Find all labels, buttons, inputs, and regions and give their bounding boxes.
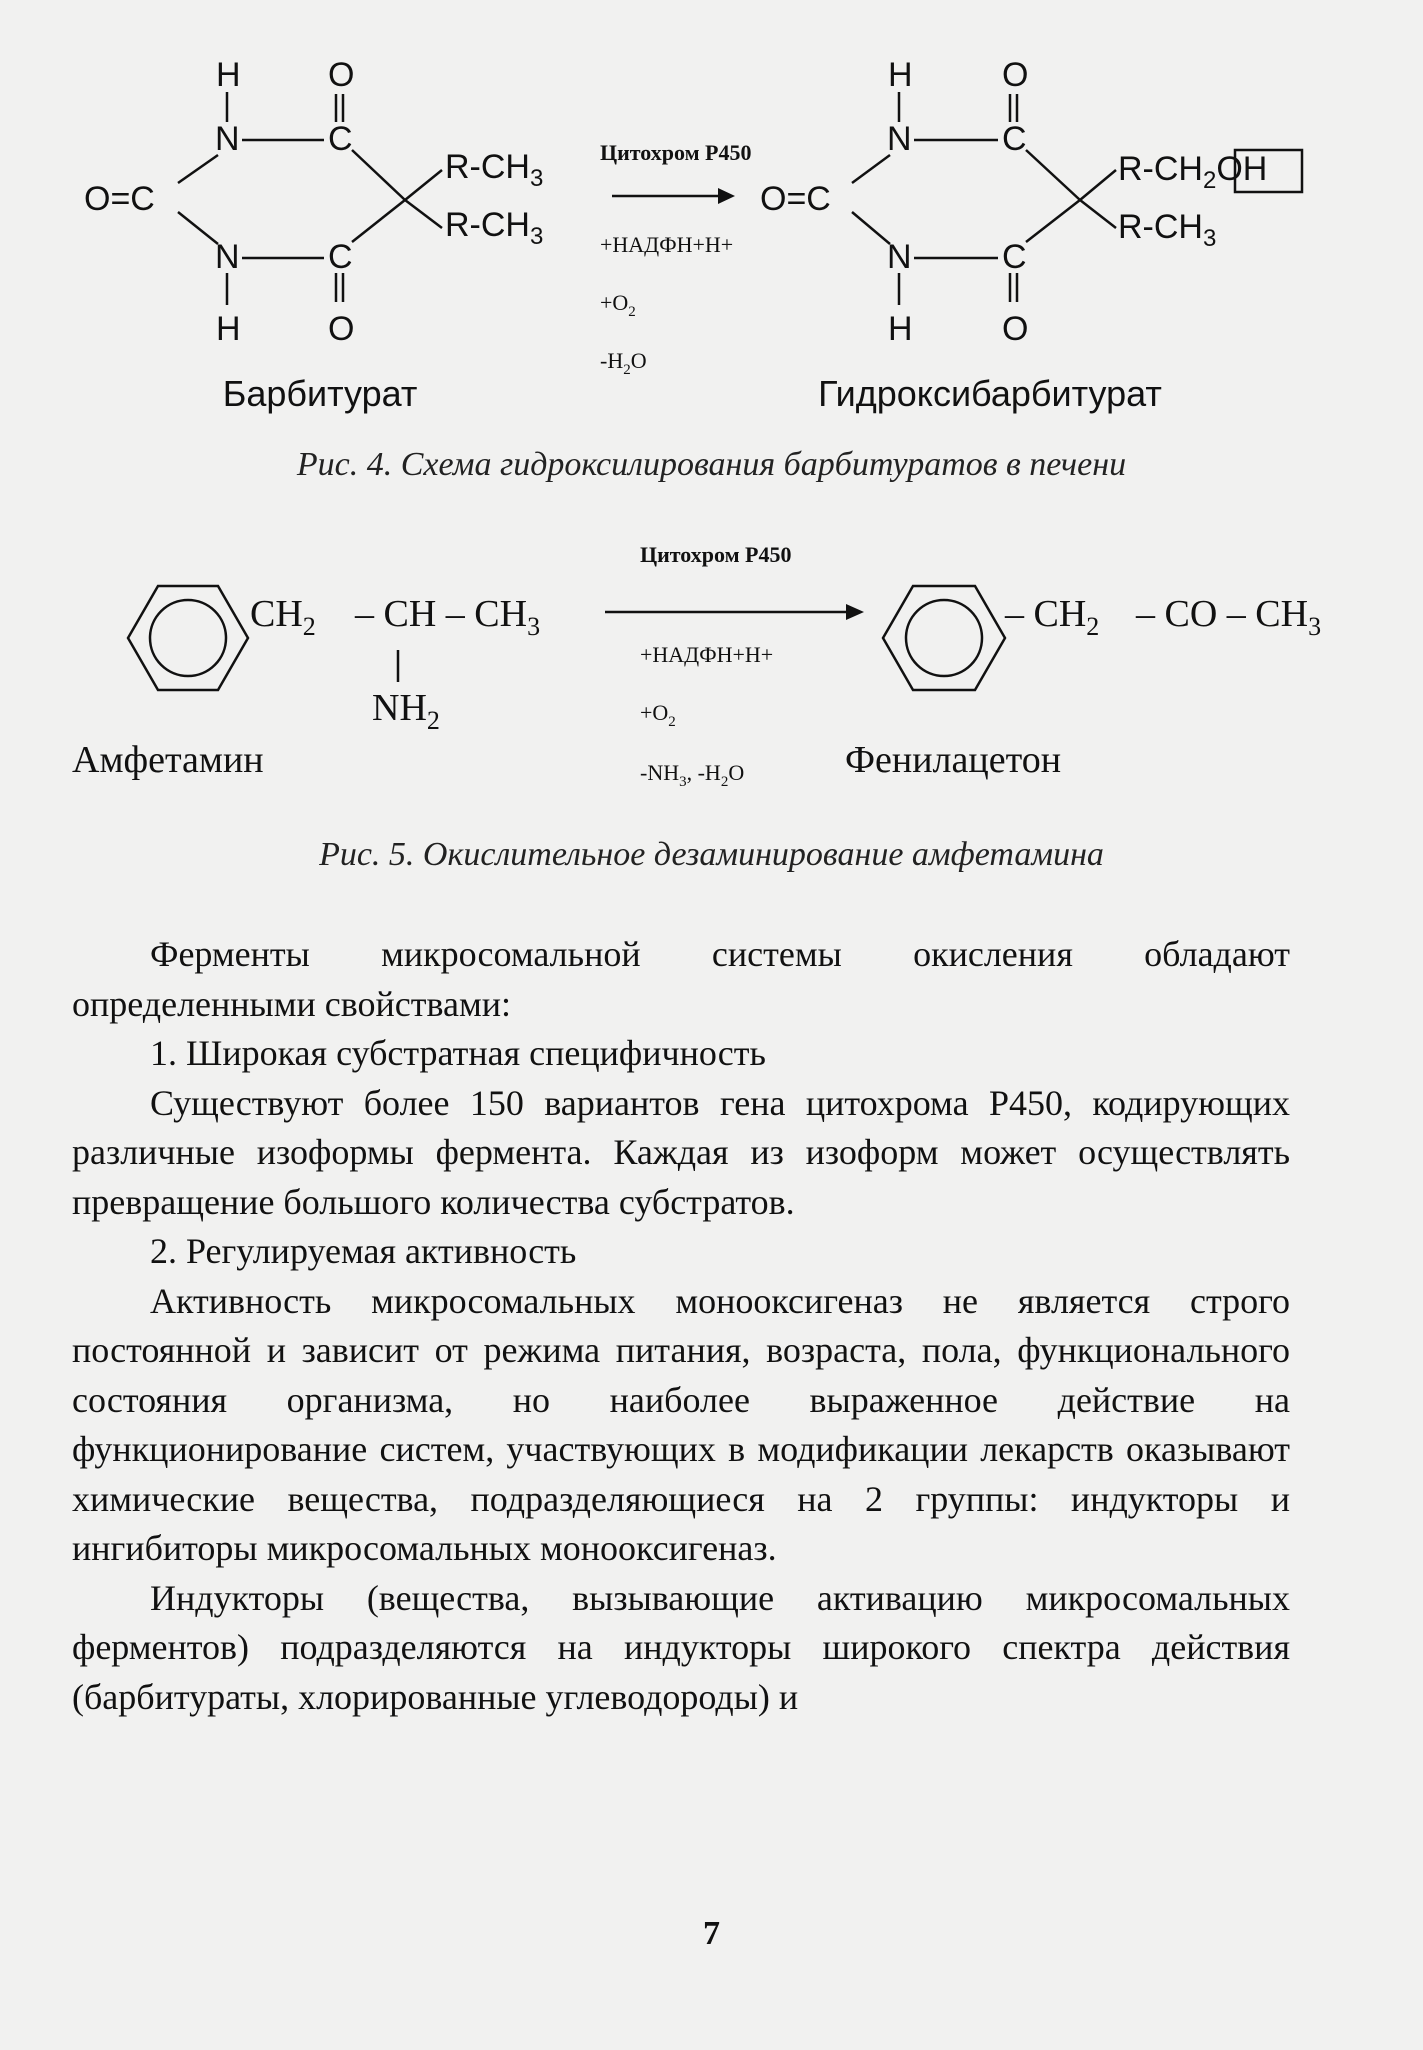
benzene-aromatic-circle (906, 600, 982, 676)
heading-regulated-activity: 2. Регулируемая активность (150, 1231, 577, 1271)
chain-ch2: $CH_2$ (250, 593, 316, 641)
enzyme-label: Цитохром P450 (640, 542, 792, 567)
substituent-r1-hydroxy: $R-CH_2OH$ (1118, 150, 1268, 194)
atom-o-bottom: O (1002, 310, 1029, 348)
chain-co-ch3: – CO – $CH_3$ (1136, 593, 1322, 641)
heading-substrate-specificity: 1. Широкая субстратная специфичность (150, 1033, 766, 1073)
substituent-r2: $R-CH_3$ (445, 206, 544, 250)
figure-4-scheme (0, 0, 1423, 440)
compound-name-hydroxybarbiturate: Гидроксибарбитурат (818, 373, 1162, 414)
atom-o-bottom: O (328, 310, 355, 348)
compound-name-phenylacetone: Фенилацетон (845, 739, 1062, 781)
paragraph-inducers: Индукторы (вещества, вызывающие активацию микросомальных ферментов) подразделяются на индукторы широкого спектра действия (барбитураты, хлорированные углеводороды) и (72, 1577, 1290, 1717)
group-o-c-left: O=C (760, 180, 831, 218)
atom-c2: C (328, 238, 353, 276)
atom-c1: C (1002, 120, 1027, 158)
atom-h-top: H (888, 56, 913, 94)
chain-ch-ch3: – CH – $CH_3$ (355, 593, 541, 641)
byproducts-label: $-NH_3$, $-H_2O$ (640, 760, 745, 790)
benzene-aromatic-circle (150, 600, 226, 676)
cofactor-label: +НАДФН+Н+ (600, 232, 734, 257)
atom-n2: N (215, 238, 240, 276)
oxygen-label: $+O_2$ (600, 290, 636, 320)
amphetamine-structure (72, 586, 540, 781)
water-label: $-H_2O$ (600, 348, 647, 378)
barbiturate-structure (84, 56, 543, 414)
atom-o-top: O (1002, 56, 1029, 94)
compound-name-barbiturate: Барбитурат (222, 373, 418, 414)
figure-4-caption: Рис. 4. Схема гидроксилирования барбитуратов в печени (296, 446, 1127, 483)
atom-h-top: H (216, 56, 241, 94)
atom-n1: N (887, 120, 912, 158)
figure-5-scheme (0, 530, 1423, 800)
benzene-ring (128, 586, 248, 690)
reaction-arrow-5 (605, 542, 864, 790)
figure-5-caption: Рис. 5. Окислительное дезаминирование амфетамина (319, 836, 1104, 873)
paragraph-monooxygenase-activity: Активность микросомальных монооксигеназ не является строго постоянной и зависит от режима питания, возраста, пола, функционального состояния организма, но наиболее выраженное действие на функционирование систем, участвующих в модификации лекарств оказывают химические вещества, подразделяющиеся на 2 группы: индукторы и ингибиторы микросомальных монооксигеназ. (72, 1280, 1290, 1568)
substituent-r1: $R-CH_3$ (445, 148, 544, 192)
reaction-arrow-4 (600, 140, 752, 378)
atom-n1: N (215, 120, 240, 158)
atom-n2: N (887, 238, 912, 276)
paragraph-properties-intro: Ферменты микросомальной системы окисления обладают определенными свойствами: (72, 934, 1290, 1024)
enzyme-label: Цитохром P450 (600, 140, 752, 165)
amine-group: $NH_2$ (372, 687, 440, 735)
body-text (72, 930, 1290, 1722)
substituent-r2: $R-CH_3$ (1118, 208, 1217, 252)
chain-ch2: – $CH_2$ (1005, 593, 1100, 641)
group-o-c-left: O=C (84, 180, 155, 218)
page-number: 7 (703, 1915, 720, 1952)
oxygen-label: $+O_2$ (640, 700, 676, 730)
paragraph-cyp450-variants: Существуют более 150 вариантов гена цитохрома P450, кодирующих различные изоформы фермента. Каждая из изоформ может осуществлять превращение большого количества субстратов. (72, 1082, 1290, 1222)
cofactor-label: +НАДФН+Н+ (640, 642, 774, 667)
atom-c1: C (328, 120, 353, 158)
atom-h-bottom: H (216, 310, 241, 348)
phenylacetone-structure (845, 586, 1321, 781)
atom-o-top: O (328, 56, 355, 94)
compound-name-amphetamine: Амфетамин (72, 739, 264, 781)
benzene-ring (883, 586, 1005, 690)
hydroxybarbiturate-structure (760, 56, 1302, 414)
atom-h-bottom: H (888, 310, 913, 348)
atom-c2: C (1002, 238, 1027, 276)
